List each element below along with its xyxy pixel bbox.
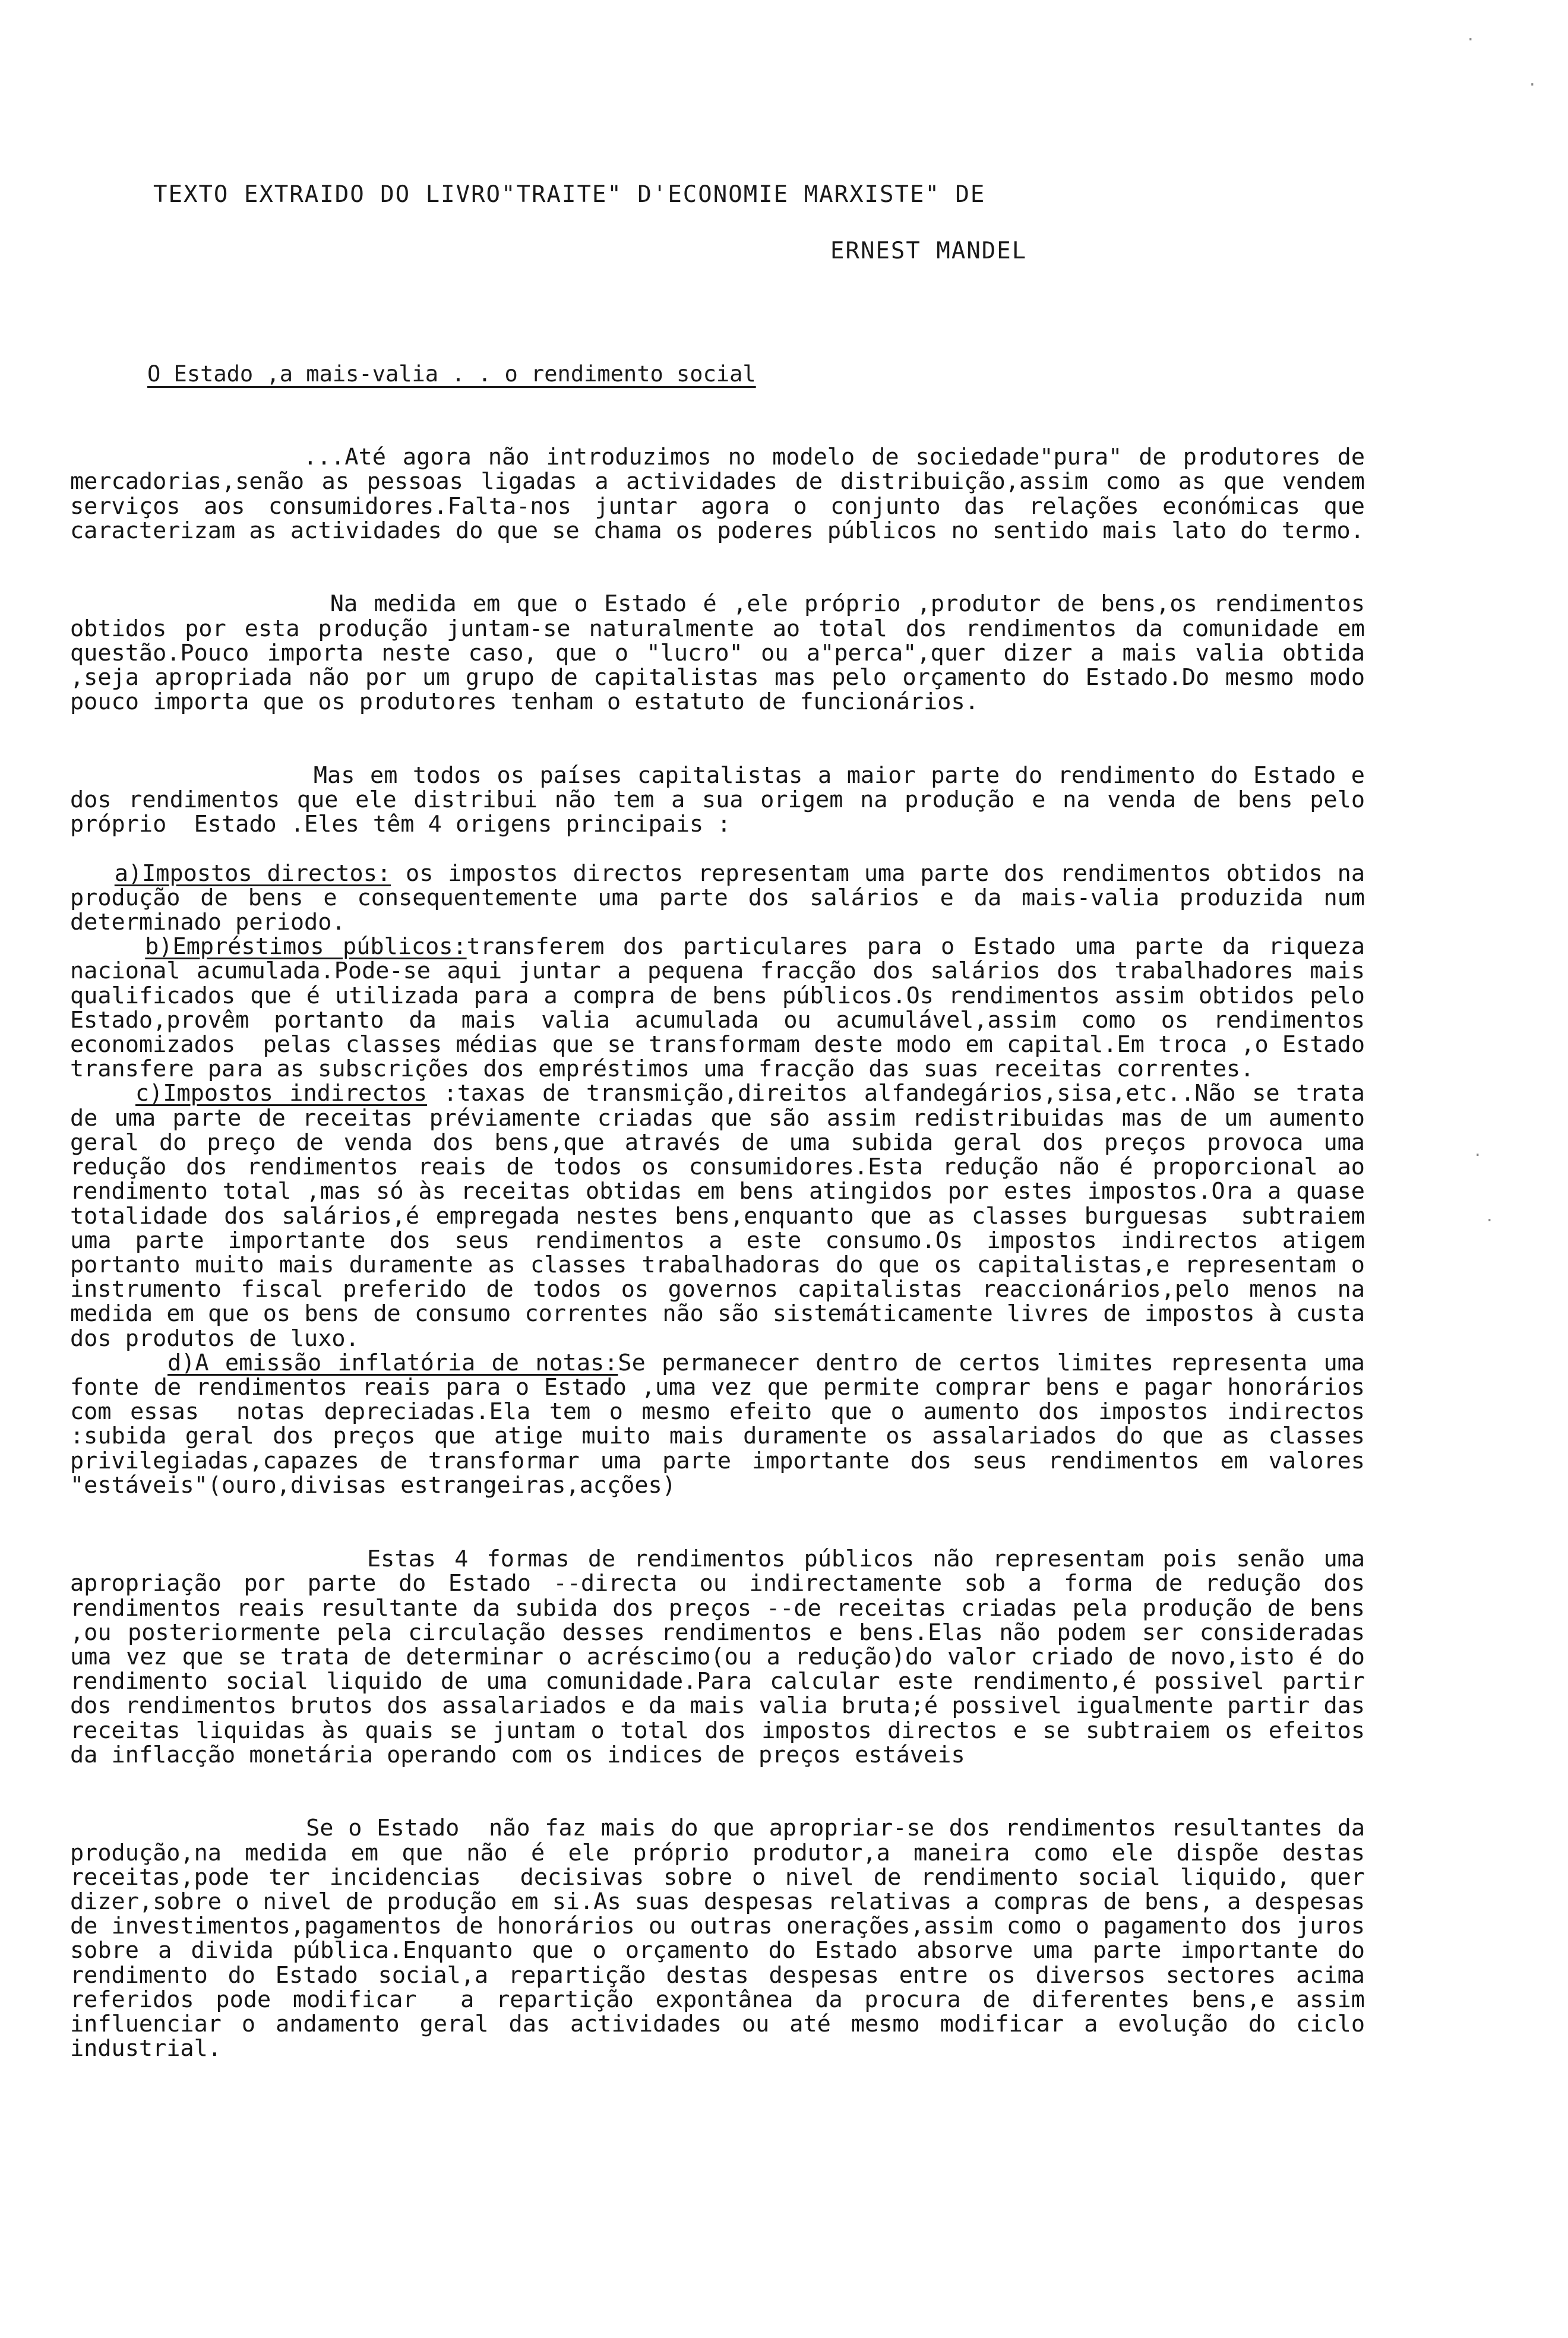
paragraph-text: Mas em todos os países capitalistas a maior parte do rendimento do Estado e dos rendimentos que ele distribui não tem a sua origem na produção e na venda de bens pelo próprio Estado .Eles têm 4 origens principais :: [70, 762, 1379, 838]
paragraph-text: :taxas de transmição,direitos alfandegários,sisa,etc..Não se trata de uma parte de receitas préviamente criadas que são assim redistribuidas mas de um aumento geral do preço de venda dos bens,que através de uma subida geral dos preços provoca uma redução dos rendimentos reais de todos os consumidores.Esta redução não é proporcional ao rendimento total ,mas só às receitas obtidas em bens atingidos por estes impostos.Ora a quase totalidade dos salários,é empregada nestes bens,enquanto que as classes burguesas subtraiem uma parte importante dos seus rendimentos a este consumo.Os impostos indirectos atigem portanto muito mais duramente as classes trabalhadoras do que os capitalistas,e representam o instrumento fiscal preferido de todos os governos capitalistas reaccionários,pelo menos na medida em que os bens de consumo correntes não são sistemáticamente livres de impostos à custa dos produtos de luxo.: [70, 1080, 1379, 1352]
paragraph-four-forms: [70, 1522, 1379, 1792]
paragraph-text: transferem dos particulares para o Estado uma parte da riqueza nacional acumulada.Pode-se aqui juntar a pequena fracção dos salários dos trabalhadores mais qualificados que é utilizada para a compra de bens públicos.Os rendimentos assim obtidos pelo Estado,provêm portanto da mais valia acumulada ou acumulável,assim como os rendimentos economizados pelas classes médias que se transformam deste modo em capital.Em troca ,o Estado transfere para as subscrições dos empréstimos uma fracção das suas receitas correntes.: [70, 933, 1379, 1083]
paragraph-text: Na medida em que o Estado é ,ele próprio ,produtor de bens,os rendimentos obtidos por esta produção juntam-se naturalmente ao total dos rendimentos da comunidade em questão.Pouco importa neste caso, que o "lucro" ou a"perca",quer dizer a mais valia obtida ,seja apropriada não por um grupo de capitalistas mas pelo orçamento do Estado.Do mesmo modo pouco importa que os produtores tenham o estatuto de funcionários.: [70, 590, 1379, 716]
paragraph-item-b: [70, 933, 1379, 1083]
scan-speck: ·: [1466, 31, 1475, 49]
item-label-a: a)Impostos directos:: [114, 860, 391, 887]
paragraph-item-a: [70, 860, 1379, 936]
document-header: [153, 181, 1027, 264]
header-line-1: TEXTO EXTRAIDO DO LIVRO"TRAITE" D'ECONOMIE MARXISTE" DE: [153, 181, 986, 208]
scan-speck: ·: [1473, 1146, 1482, 1164]
document-body: [70, 421, 1379, 2086]
item-label-b: b)Empréstimos públicos:: [145, 933, 467, 961]
section-title: O Estado ,a mais-valia . . o rendimento social: [147, 361, 756, 387]
scan-speck: ·: [1485, 1212, 1494, 1230]
paragraph-text: os impostos directos representam uma parte dos rendimentos obtidos na produção de bens e consequentemente uma parte dos salários e da mais-valia produzida num determinado periodo.: [70, 860, 1379, 936]
paragraph-state-spending: [70, 1792, 1379, 2085]
paragraph-four-origins: [70, 739, 1379, 861]
header-author: ERNEST MANDEL: [830, 238, 1028, 264]
item-label-d: d)A emissão inflatória de notas:: [167, 1349, 618, 1376]
scan-speck: ·: [1528, 76, 1537, 94]
paragraph-item-c: [70, 1080, 1379, 1352]
paragraph-text: Se permanecer dentro de certos limites representa uma fonte de rendimentos reais para o Estado ,uma vez que permite comprar bens e pagar honorários com essas notas depreciadas.Ela tem o mesmo efeito que o aumento dos impostos indirectos :subida geral dos preços que atige muito mais duramente os assalariados do que as classes privilegiadas,capazes de transformar uma parte importante dos seus rendimentos em valores "estáveis"(ouro,divisas estrangeiras,acções): [70, 1349, 1379, 1499]
paragraph-text: ...Até agora não introduzimos no modelo de sociedade"pura" de produtores de mercadorias,senão as pessoas ligadas a actividades de distribuição,assim como as que vendem serviços aos consumidores.Falta-nos juntar agora o conjunto das relações económicas que caracterizam as actividades do que se chama os poderes públicos no sentido mais lato do termo.: [70, 444, 1379, 544]
paragraph-text: Estas 4 formas de rendimentos públicos não representam pois senão uma apropriação por parte do Estado --directa ou indirectamente sob a forma de redução dos rendimentos reais resultante da subida dos preços --de receitas criadas pela produção de bens ,ou posteriormente pela circulação desses rendimentos e bens.Elas não podem ser consideradas uma vez que se trata de determinar o acréscimo(ou a redução)do valor criado de novo,isto é do rendimento social liquido de uma comunidade.Para calcular este rendimento,é possivel partir dos rendimentos brutos dos assalariados e da mais valia bruta;é possivel igualmente partir das receitas liquidas às quais se juntam o total dos impostos directos e se subtraiem os efeitos da inflacção monetária operando com os indices de preços estáveis: [70, 1546, 1379, 1768]
paragraph-text: Se o Estado não faz mais do que apropriar-se dos rendimentos resultantes da produção,na medida em que não é ele próprio produtor,a maneira como ele dispõe destas receitas,pode ter incidencias decisivas sobre o nivel de rendimento social liquido, quer dizer,sobre o nivel de produção em si.As suas despesas relativas a compras de bens, a despesas de investimentos,pagamentos de honorários ou outras onerações,assim como o pagamento dos juros sobre a divida pública.Enquanto que o orçamento do Estado absorve uma parte importante do rendimento do Estado social,a repartição destas despesas entre os diversos sectores acima referidos pode modificar a repartição expontânea da procura de diferentes bens,e assim influenciar o andamento geral das actividades ou até mesmo modificar a evolução do ciclo industrial.: [70, 1815, 1379, 2062]
paragraph-item-d: [70, 1349, 1379, 1499]
item-label-c: c)Impostos indirectos: [135, 1080, 428, 1107]
paragraph-intro: [70, 421, 1379, 567]
paragraph-state-producer: [70, 567, 1379, 738]
